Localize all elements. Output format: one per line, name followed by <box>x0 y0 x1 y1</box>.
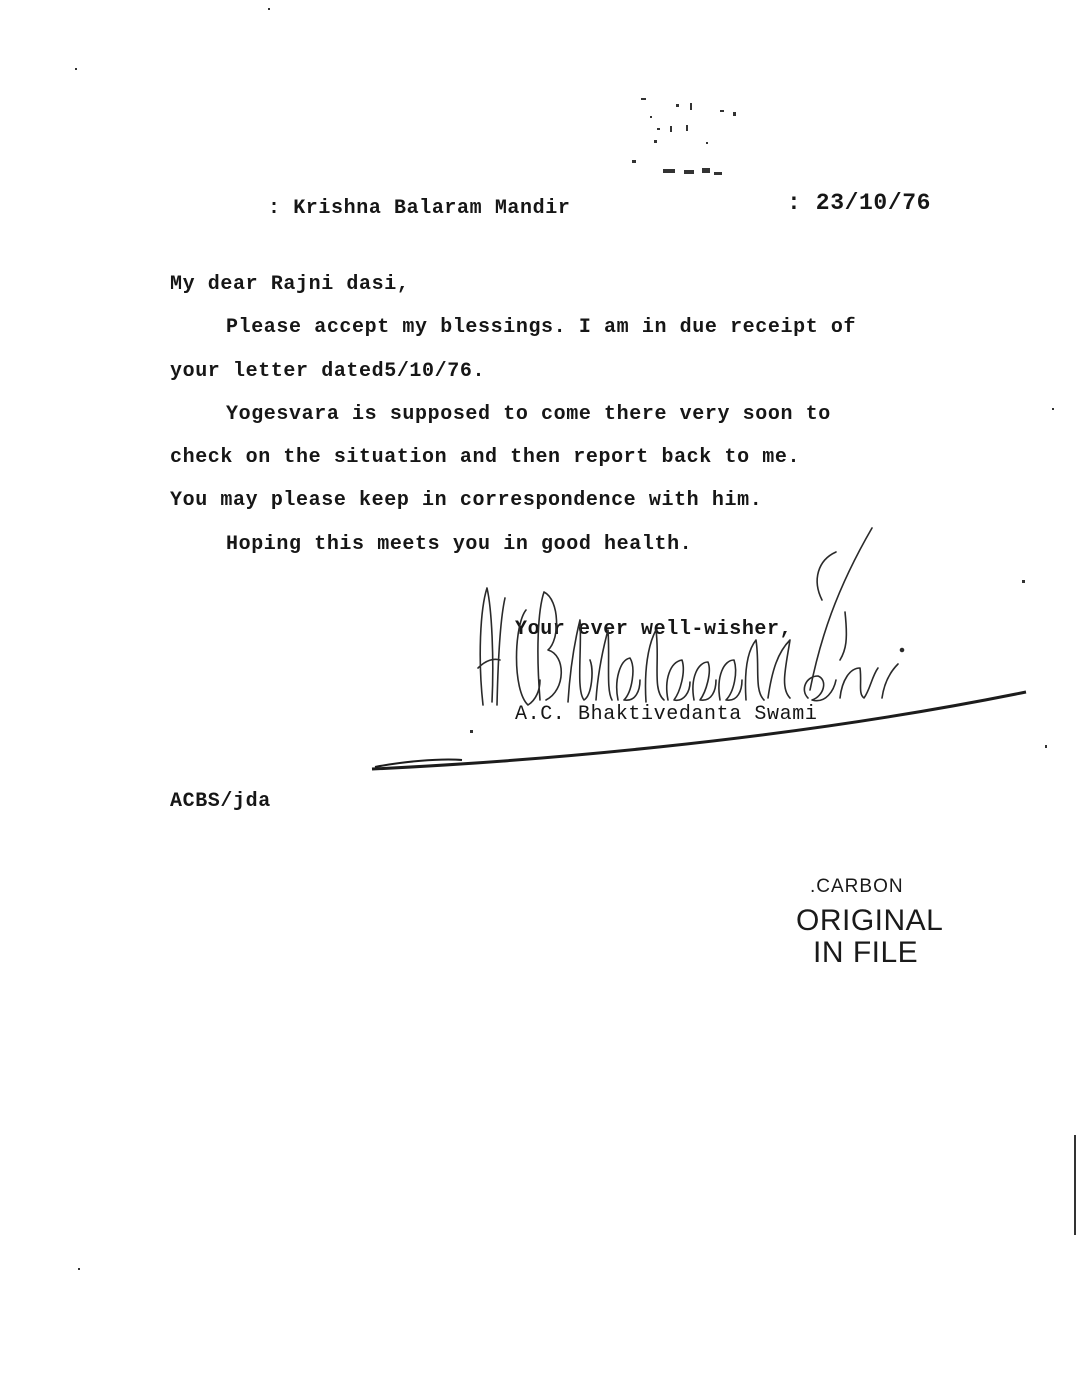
body-line: You may please keep in correspondence with him. <box>170 489 763 512</box>
body-line: check on the situation and then report back to me. <box>170 446 801 469</box>
body-line: Hoping this meets you in good health. <box>226 533 693 556</box>
typist-initials: ACBS/jda <box>170 790 271 813</box>
stamp-carbon: .CARBON <box>810 876 904 897</box>
body-line: Please accept my blessings. I am in due receipt of <box>226 316 857 339</box>
body-line: your letter dated5/10/76. <box>170 360 486 383</box>
body-line: Yogesvara is supposed to come there very soon to <box>226 403 831 426</box>
signatory-name: A.C. Bhaktivedanta Swami <box>515 703 818 726</box>
stamp-original: ORIGINAL <box>796 904 944 937</box>
stamp-in-file: IN FILE <box>813 936 919 969</box>
closing: Your ever well-wisher, <box>515 618 793 641</box>
salutation: My dear Rajni dasi, <box>170 273 410 296</box>
heading-date: : 23/10/76 <box>787 190 932 216</box>
heading-place: : Krishna Balaram Mandir <box>268 197 571 220</box>
